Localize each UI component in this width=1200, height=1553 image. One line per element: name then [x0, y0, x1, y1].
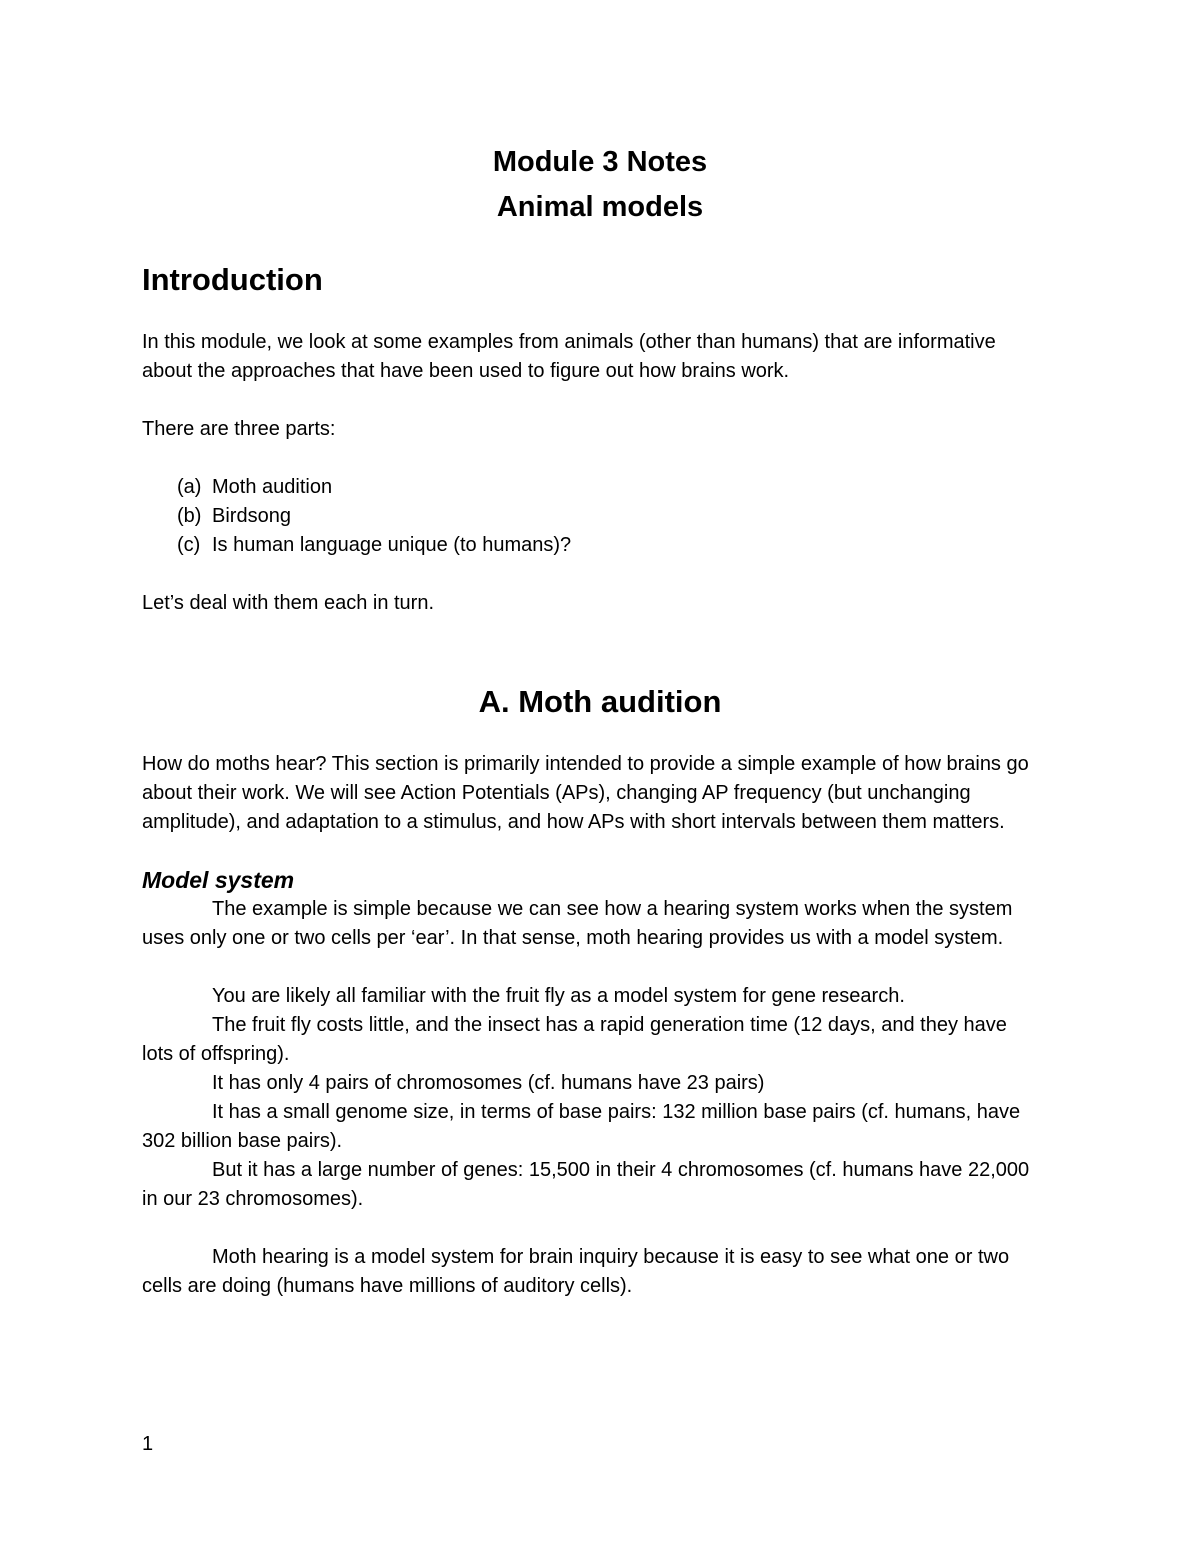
section-a-paragraph-1: How do moths hear? This section is primarily intended to provide a simple example of how brains go about their work. We will see Action Potentials (APs), changing AP frequency (but unchanging amplitude), and adaptation to a stimulus, and how APs with short intervals between them matters. [142, 753, 1029, 833]
section-a-heading: A. Moth audition [478, 684, 722, 719]
section-a-paragraph-4: The fruit fly costs little, and the insect has a rapid generation time (12 days, and they have lots of offspring). [142, 1014, 1007, 1065]
model-system-subheading: Model system [142, 867, 295, 893]
section-a-paragraph-6: It has a small genome size, in terms of base pairs: 132 million base pairs (cf. humans, have 302 billion base pairs). [142, 1101, 1021, 1152]
list-item-text: Is human language unique (to humans)? [212, 534, 572, 556]
list-marker: (b) [177, 505, 202, 527]
list-marker: (c) [177, 534, 201, 556]
section-a-paragraph-8: Moth hearing is a model system for brain inquiry because it is easy to see what one or two cells are doing (humans have millions of auditory cells). [142, 1246, 1010, 1297]
introduction-heading: Introduction [142, 262, 323, 297]
intro-paragraph-3: Let’s deal with them each in turn. [142, 592, 435, 614]
document-title [0, 140, 1200, 230]
section-a-paragraph-5: It has only 4 pairs of chromosomes (cf. humans have 23 pairs) [212, 1072, 765, 1094]
list-item [177, 531, 1042, 560]
intro-paragraph-2: There are three parts: [142, 418, 336, 440]
page-number: 1 [142, 1433, 154, 1455]
title-line-2: Animal models [496, 191, 704, 223]
title-line-1: Module 3 Notes [492, 146, 708, 178]
intro-paragraph-1: In this module, we look at some examples from animals (other than humans) that are informative about the approaches that have been used to figure out how brains work. [142, 331, 996, 382]
list-item-text: Moth audition [212, 476, 333, 498]
section-a-paragraph-2: The example is simple because we can see how a hearing system works when the system uses only one or two cells per ‘ear’. In that sense, moth hearing provides us with a model system. [142, 898, 1013, 949]
section-a-paragraph-3: You are likely all familiar with the fruit fly as a model system for gene research. [212, 985, 905, 1007]
section-a-paragraph-7: But it has a large number of genes: 15,500 in their 4 chromosomes (cf. humans have 22,000 in our 23 chromosomes). [142, 1159, 1030, 1210]
list-marker: (a) [177, 476, 202, 498]
page-content [142, 140, 1042, 1301]
list-item [177, 473, 1042, 502]
parts-list [142, 473, 1042, 560]
list-item-text: Birdsong [212, 505, 291, 527]
list-item [177, 502, 1042, 531]
